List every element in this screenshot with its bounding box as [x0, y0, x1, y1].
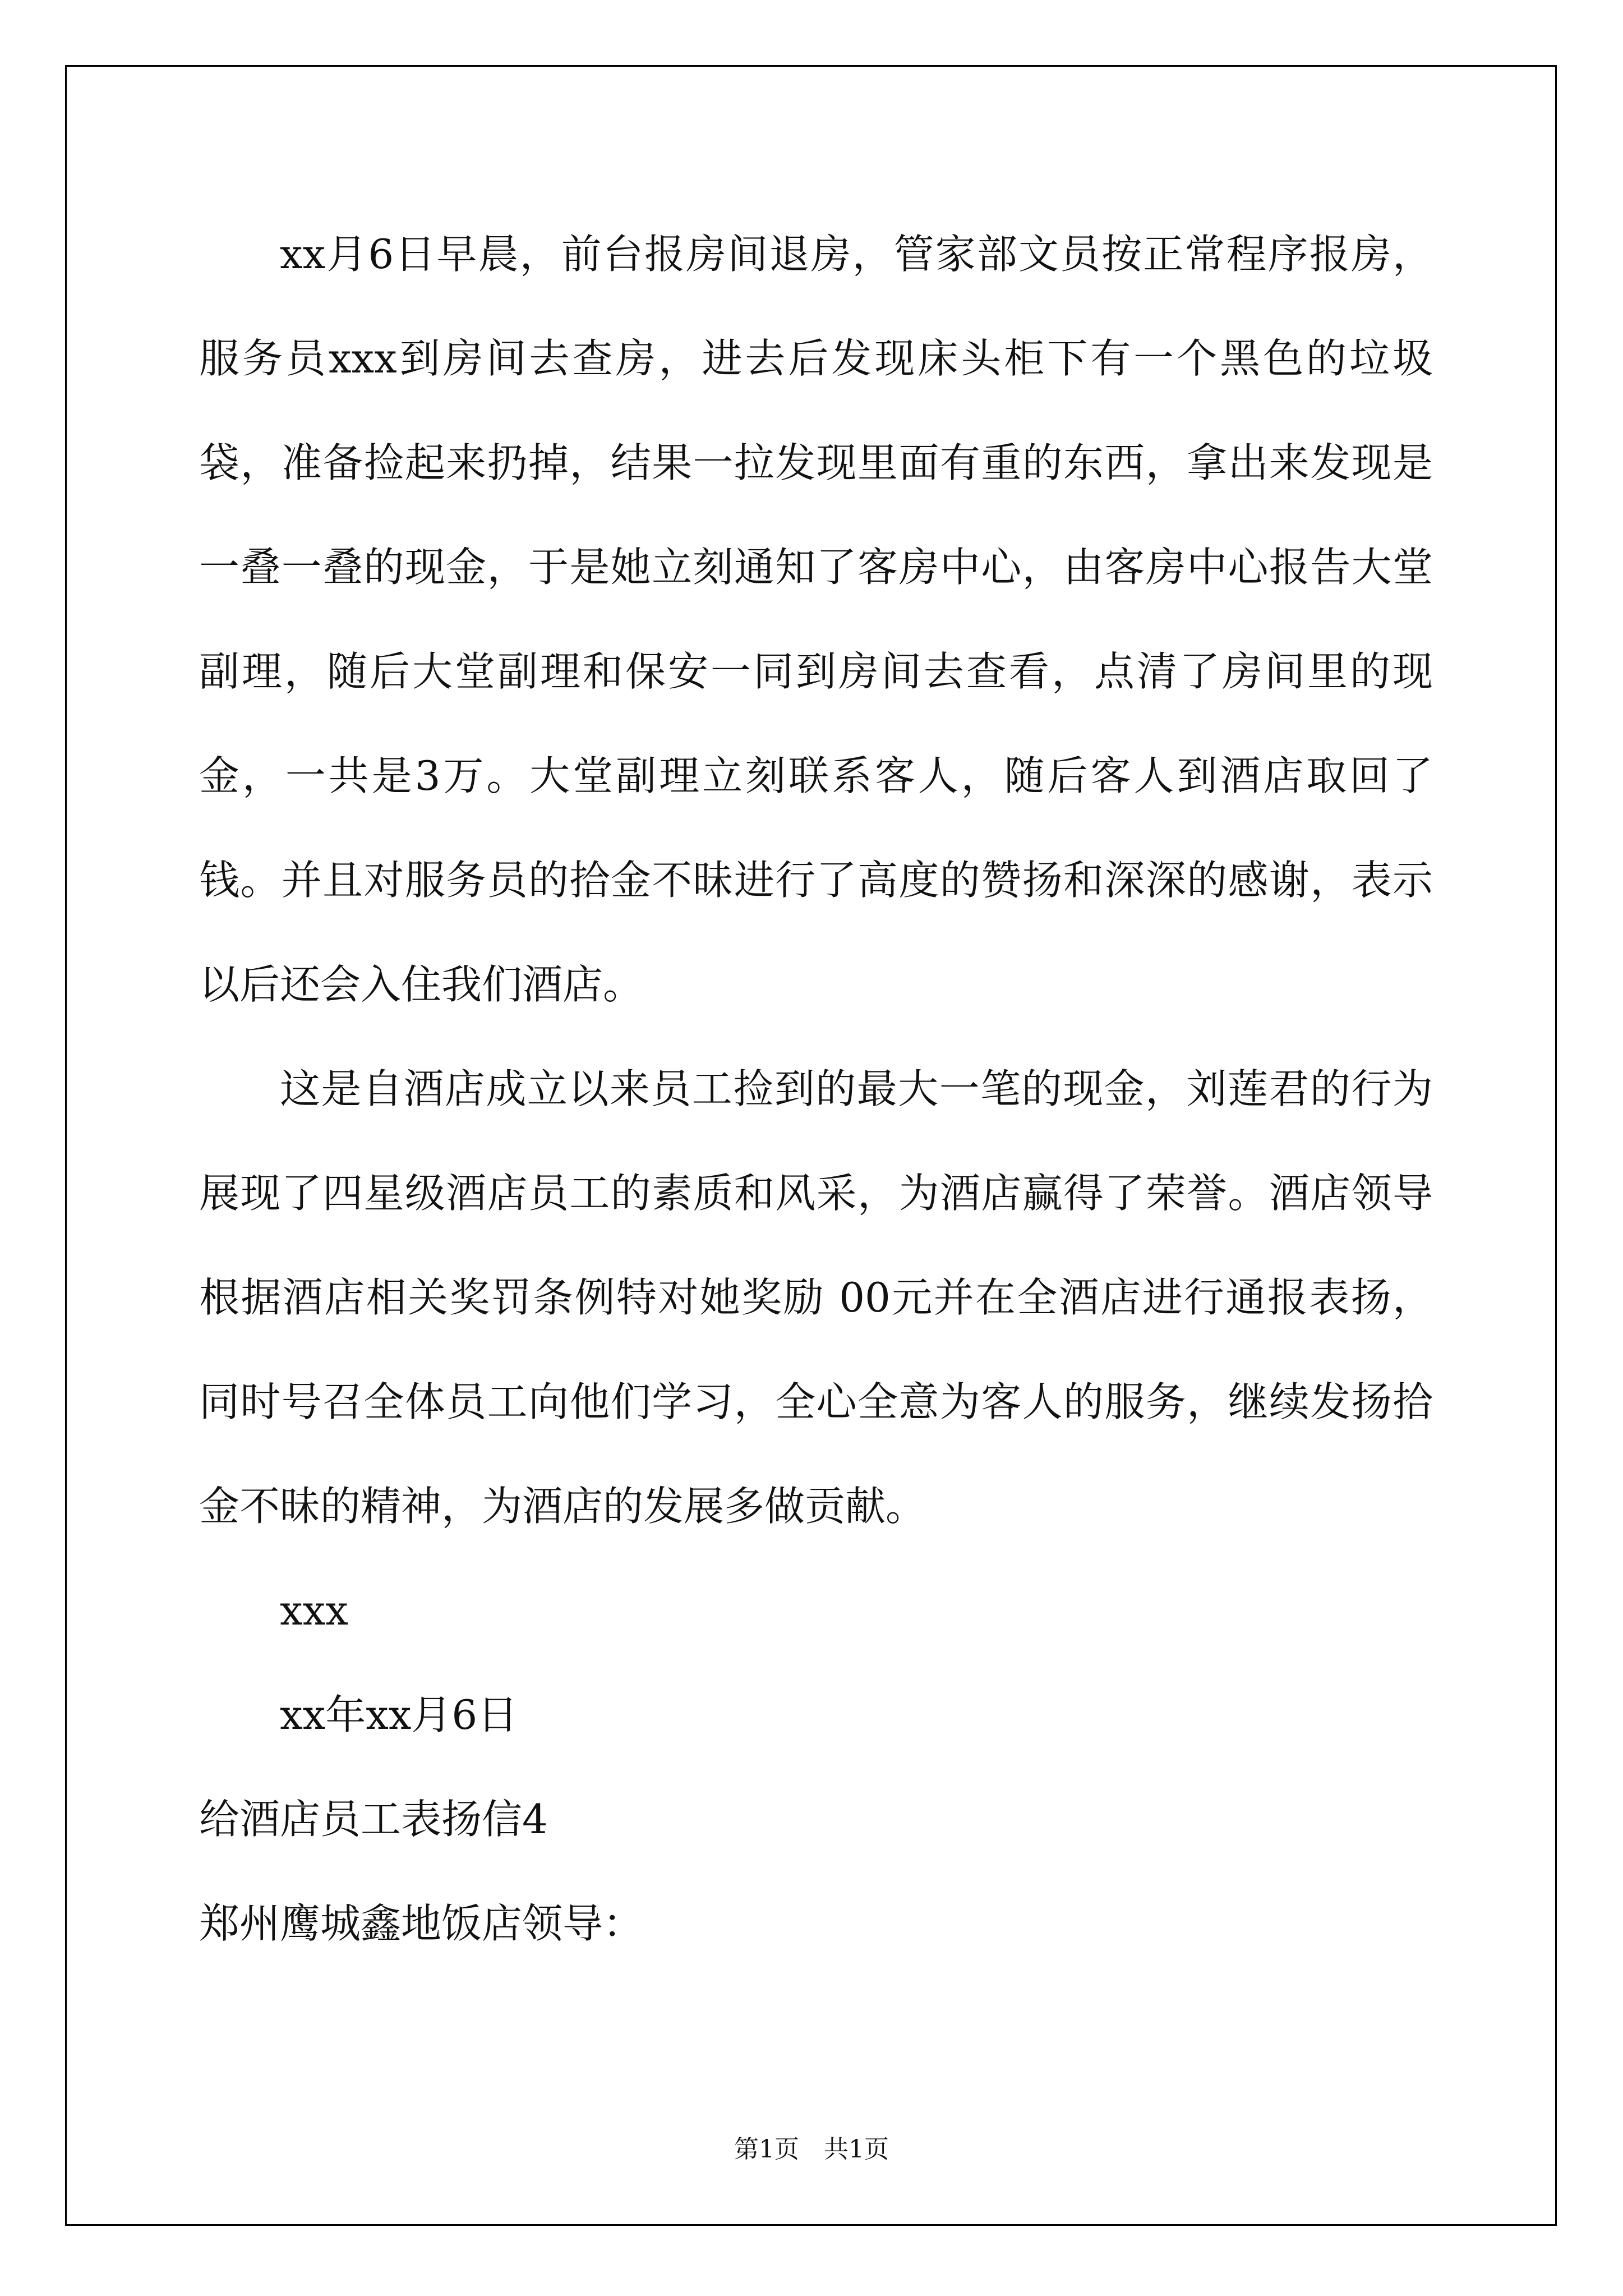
page-number: 第1页 共1页: [734, 2135, 889, 2164]
salutation: 郑州鹰城鑫地饭店领导：: [199, 1900, 644, 1947]
paragraph-2: 这是自酒店成立以来员工捡到的最大一笔的现金，刘莲君的行为展现了四星级酒店员工的素质和风采，为酒店赢得了荣誉。酒店领导根据酒店相关奖罚条例特对她奖励 00元并在全酒店进行通报表扬，同时号召全体员工向他们学习，全心全意为客人的服务，继续发扬拾金不昧的精神，为酒店的发展多做贡献。: [199, 1065, 1433, 1530]
date-line: xx年xx月6日: [280, 1691, 518, 1738]
signature: xxx: [280, 1587, 348, 1634]
paragraph-1: xx月6日早晨，前台报房间退房，管家部文员按正常程序报房，服务员xxx到房间去查房，进去后发现床头柜下有一个黑色的垃圾袋，准备捡起来扔掉，结果一拉发现里面有重的东西，拿出来发现是一叠一叠的现金，于是她立刻通知了客房中心，由客房中心报告大堂副理，随后大堂副理和保安一同到房间去查看，点清了房间里的现金，一共是3万。大堂副理立刻联系客人，随后客人到酒店取回了钱。并且对服务员的拾金不昧进行了高度的赞扬和深深的感谢，表示以后还会入住我们酒店。: [199, 231, 1433, 1008]
document-body: [199, 202, 1433, 1976]
letter-title: 给酒店员工表扬信4: [199, 1796, 548, 1843]
